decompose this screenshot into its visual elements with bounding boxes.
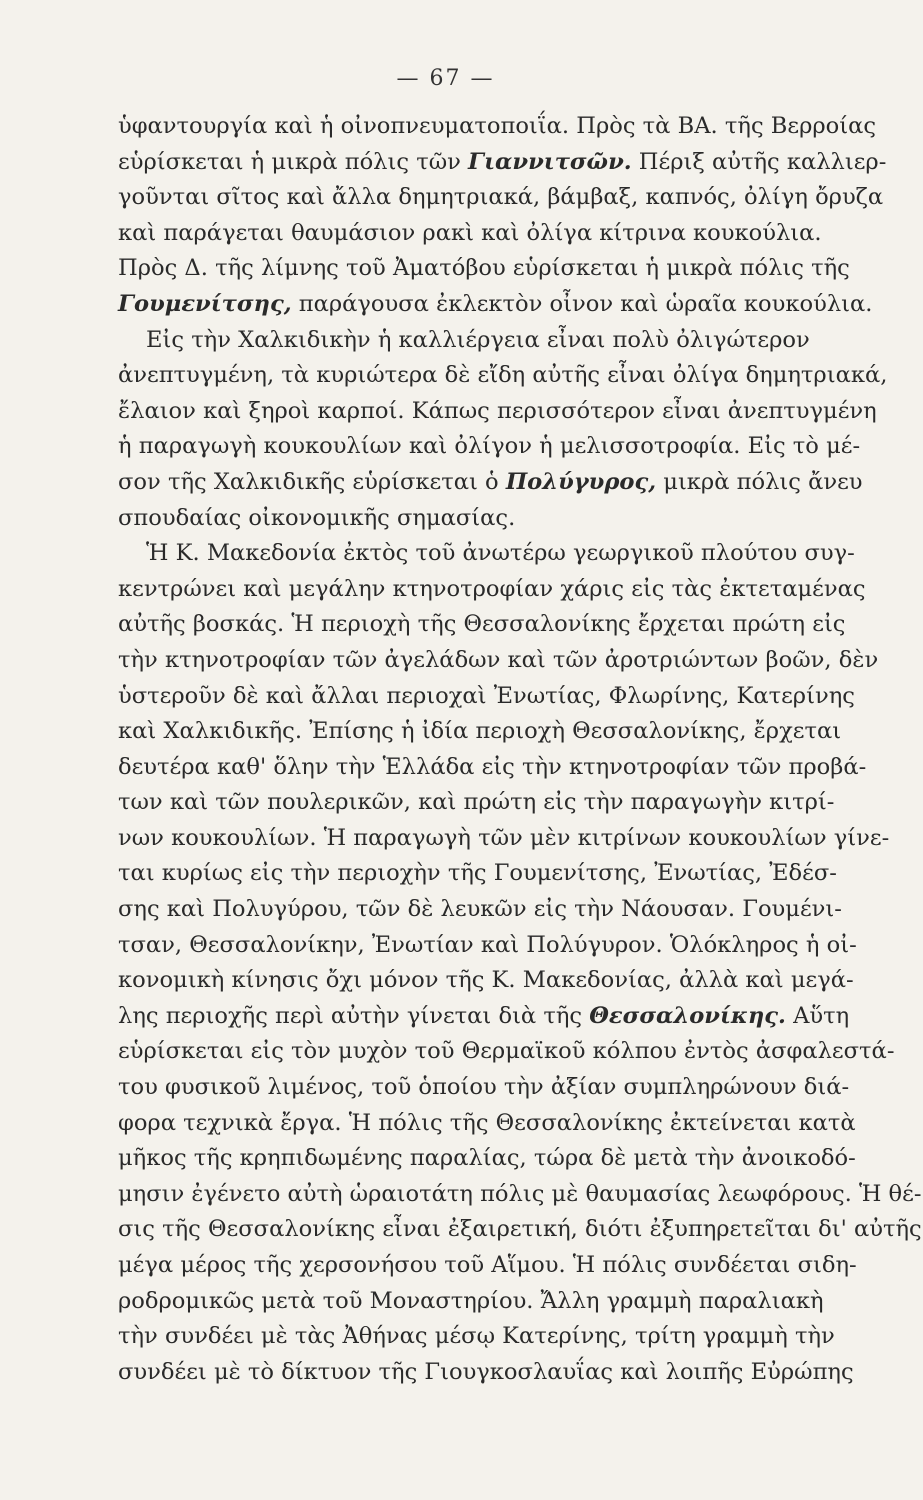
text-segment: σις τῆς Θεσσαλονίκης εἶναι ἐξαιρετική, διότι ἐξυπηρετεῖται δι' αὐτῆς — [118, 1216, 922, 1243]
text-line — [118, 1319, 835, 1355]
text-segment: συνδέει μὲ τὸ δίκτυον τῆς Γιουγκοσλαυΐας καὶ λοιπῆς Εὐρώπης — [118, 1358, 854, 1385]
text-line — [118, 679, 855, 715]
text-line — [118, 145, 887, 181]
text-line — [118, 323, 810, 359]
text-segment: λης περιοχῆς περὶ αὐτὴν γίνεται διὰ τῆς — [118, 1002, 590, 1029]
text-segment: δευτέρα καθ' ὅλην τὴν Ἑλλάδα εἰς τὴν κτηνοτροφίαν τῶν προβά- — [118, 753, 867, 780]
text-line — [118, 856, 837, 892]
text-line — [118, 465, 863, 501]
place-name-emphasis: Θεσσαλονίκης. — [589, 1002, 786, 1029]
text-segment: Ἡ Κ. Μακεδονία ἐκτὸς τοῦ ἀνωτέρω γεωργικοῦ πλούτου συγ- — [146, 540, 855, 567]
text-segment: τὴν συνδέει μὲ τὰς Ἀθήνας μέσῳ Κατερίνης, τρίτη γραμμὴ τὴν — [118, 1323, 835, 1350]
text-segment: ἀνεπτυγμένη, τὰ κυριώτερα δὲ εἴδη αὐτῆς εἶναι ὀλίγα δημητριακά, — [118, 362, 888, 389]
text-line — [118, 785, 835, 821]
text-segment: ὑφαντουργία καὶ ἡ οἰνοπνευματοποιΐα. Πρὸς τὰ ΒΑ. τῆς Βερροίας — [118, 113, 877, 139]
text-line — [118, 109, 877, 145]
body-text — [118, 109, 922, 1390]
text-line — [118, 963, 854, 999]
text-line — [118, 1070, 850, 1106]
text-line — [118, 251, 850, 287]
text-line — [118, 429, 861, 465]
text-line — [118, 607, 846, 643]
text-segment: Πέριξ αὐτῆς καλλιερ- — [631, 148, 887, 175]
place-name-emphasis: Πολύγυρος, — [505, 468, 657, 495]
text-segment: ροδρομικῶς μετὰ τοῦ Μοναστηρίου. Ἄλλη γραμμὴ παραλιακὴ — [118, 1287, 824, 1314]
text-line — [118, 1034, 895, 1070]
text-line — [118, 1284, 824, 1320]
place-name-emphasis: Γουμενίτσης, — [118, 290, 292, 317]
text-segment: μικρὰ πόλις ἄνευ — [656, 468, 863, 495]
text-segment: εὑρίσκεται εἰς τὸν μυχὸν τοῦ Θερμαϊκοῦ κόλπου ἐντὸς ἀσφαλεστά- — [118, 1038, 895, 1065]
text-segment: ὑστεροῦν δὲ καὶ ἄλλαι περιοχαὶ Ἐνωτίας, Φλωρίνης, Κατερίνης — [118, 682, 855, 709]
text-line — [118, 1106, 856, 1142]
text-segment: Πρὸς Δ. τῆς λίμνης τοῦ Ἀματόβου εὑρίσκεται ἡ μικρὰ πόλις τῆς — [118, 255, 850, 282]
text-segment: κονομικὴ κίνησις ὄχι μόνον τῆς Κ. Μακεδονίας, ἀλλὰ καὶ μεγά- — [118, 967, 854, 994]
text-segment: καὶ παράγεται θαυμάσιον ρακὶ καὶ ὀλίγα κίτρινα κουκούλια. — [118, 219, 822, 246]
text-line — [118, 1355, 854, 1391]
text-segment: καὶ Χαλκιδικῆς. Ἐπίσης ἡ ἰδία περιοχὴ Θεσσαλονίκης, ἔρχεται — [118, 718, 842, 745]
text-line — [118, 572, 866, 608]
text-segment: αὐτῆς βοσκάς. Ἡ περιοχὴ τῆς Θεσσαλονίκης ἔρχεται πρώτη εἰς — [118, 611, 846, 638]
text-line — [118, 928, 857, 964]
text-segment: ται κυρίως εἰς τὴν περιοχὴν τῆς Γουμενίτσης, Ἐνωτίας, Ἐδέσ- — [118, 860, 837, 887]
text-segment: Εἰς τὴν Χαλκιδικὴν ἡ καλλιέργεια εἶναι πολὺ ὀλιγώτερον — [146, 326, 810, 353]
text-line — [118, 287, 873, 323]
text-segment: ἔλαιον καὶ ξηροὶ καρποί. Κάπως περισσότερον εἶναι ἀνεπτυγμένη — [118, 397, 877, 424]
text-line — [118, 821, 890, 857]
text-segment: Αὕτη — [785, 1002, 850, 1029]
text-line — [118, 1248, 857, 1284]
text-line — [118, 1177, 922, 1213]
text-line — [118, 892, 842, 928]
text-segment: σον τῆς Χαλκιδικῆς εὑρίσκεται ὁ — [118, 468, 506, 495]
text-line — [118, 714, 842, 750]
text-line — [118, 536, 855, 572]
text-segment: φορα τεχνικὰ ἔργα. Ἡ πόλις τῆς Θεσσαλονίκης ἐκτείνεται κατὰ — [118, 1109, 856, 1136]
text-segment: των καὶ τῶν πουλερικῶν, καὶ πρώτη εἰς τὴν παραγωγὴν κιτρί- — [118, 789, 835, 816]
text-line — [118, 394, 877, 430]
text-segment: σης καὶ Πολυγύρου, τῶν δὲ λευκῶν εἰς τὴν Νάουσαν. Γουμένι- — [118, 896, 842, 923]
text-segment: ἡ παραγωγὴ κουκουλίων καὶ ὀλίγον ἡ μελισσοτροφία. Εἰς τὸ μέ- — [118, 433, 861, 460]
text-line — [118, 750, 867, 786]
text-line — [118, 358, 888, 394]
text-line — [118, 1141, 856, 1177]
text-segment: γοῦνται σῖτος καὶ ἄλλα δημητριακά, βάμβαξ, καπνός, ὀλίγη ὄρυζα — [118, 184, 884, 211]
text-line — [118, 1212, 922, 1248]
text-segment: εὑρίσκεται ἡ μικρὰ πόλις τῶν — [118, 148, 469, 175]
text-line — [118, 643, 879, 679]
text-segment: τὴν κτηνοτροφίαν τῶν ἀγελάδων καὶ τῶν ἀροτριώντων βοῶν, δὲν — [118, 646, 879, 673]
place-name-emphasis: Γιαννιτσῶν. — [468, 148, 632, 175]
page-number: — 67 — — [396, 66, 495, 91]
text-segment: μησιν ἐγένετο αὐτὴ ὡραιοτάτη πόλις μὲ θαυμασίας λεωφόρους. Ἡ θέ- — [118, 1180, 922, 1207]
text-line — [118, 999, 850, 1035]
text-segment: σπουδαίας οἰκονομικῆς σημασίας. — [118, 504, 516, 531]
text-segment: μῆκος τῆς κρηπιδωμένης παραλίας, τώρα δὲ μετὰ τὴν ἀνοικοδό- — [118, 1145, 856, 1172]
text-line — [118, 501, 773, 537]
text-segment: νων κουκουλίων. Ἡ παραγωγὴ τῶν μὲν κιτρίνων κουκουλίων γίνε- — [118, 824, 890, 851]
text-segment: παράγουσα ἐκλεκτὸν οἶνον καὶ ὡραῖα κουκούλια. — [291, 290, 873, 317]
text-segment: τσαν, Θεσσαλονίκην, Ἐνωτίαν καὶ Πολύγυρον. Ὁλόκληρος ἡ οἰ- — [118, 931, 857, 958]
text-line — [118, 180, 884, 216]
text-line — [118, 216, 822, 252]
text-segment: του φυσικοῦ λιμένος, τοῦ ὁποίου τὴν ἀξίαν συμπληρώνουν διά- — [118, 1074, 850, 1101]
text-segment: μέγα μέρος τῆς χερσονήσου τοῦ Αἵμου. Ἡ πόλις συνδέεται σιδη- — [118, 1252, 857, 1278]
text-segment: κεντρώνει καὶ μεγάλην κτηνοτροφίαν χάρις εἰς τὰς ἐκτεταμένας — [118, 575, 866, 602]
